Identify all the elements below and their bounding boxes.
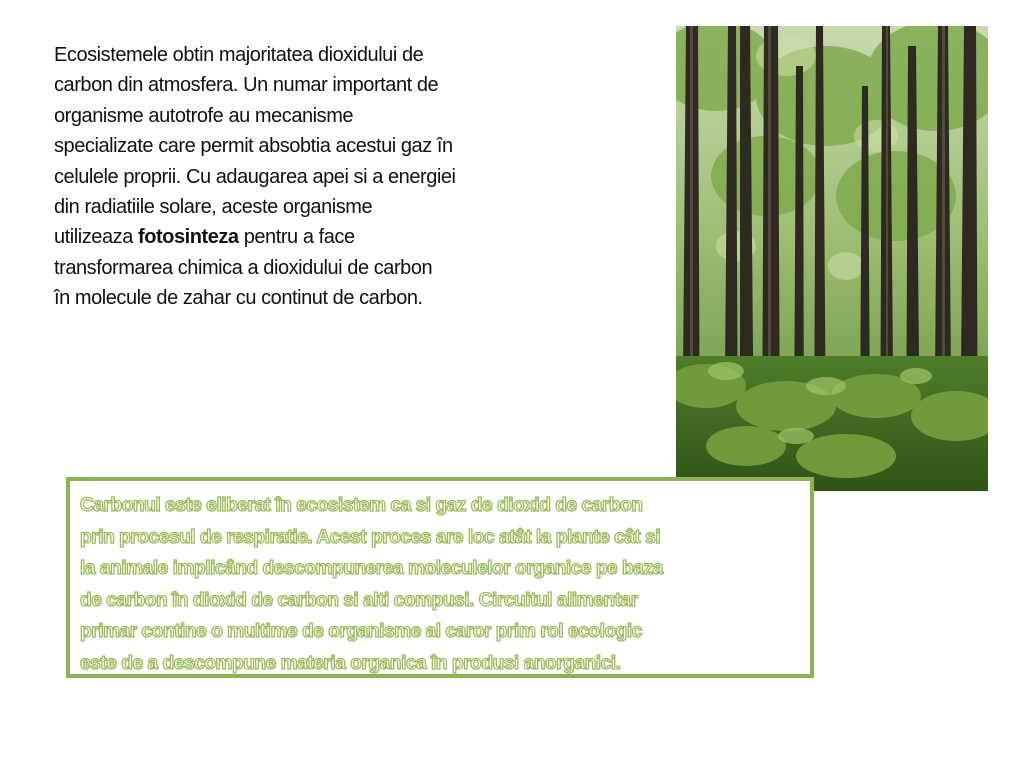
box-line: Carbonul este eliberat în ecosistem ca si gaz de dioxid de carbon xyxy=(80,495,643,516)
box-line: prin procesul de respiratie. Acest proces are loc atât la plante cât si xyxy=(80,526,661,548)
intro-text: utilizeaza xyxy=(54,226,138,249)
intro-line: organisme autotrofe au mecanisme xyxy=(54,104,354,127)
respiration-paragraph xyxy=(80,490,808,680)
intro-line: transformarea chimica a dioxidului de carbon xyxy=(54,256,433,279)
intro-line: specializate care permit absobtia acestui gaz în xyxy=(54,135,453,158)
intro-text: pentru a face xyxy=(238,226,355,249)
photosynthesis-term: fotosinteza xyxy=(138,226,239,249)
intro-paragraph xyxy=(54,40,554,314)
box-line: primar contine o multime de organisme al caror prim rol ecologic xyxy=(80,621,642,643)
box-line: este de a descompune materia organica în produsi anorganici. xyxy=(80,652,621,674)
intro-line: carbon din atmosfera. Un numar important de xyxy=(54,74,439,97)
intro-line: din radiatiile solare, aceste organisme xyxy=(54,196,373,219)
intro-line: în molecule de zahar cu continut de carbon. xyxy=(54,287,423,310)
intro-line-with-term xyxy=(54,222,554,252)
box-line: de carbon în dioxid de carbon si alti compusi. Circuitul alimentar xyxy=(80,589,638,611)
intro-line: Ecosistemele obtin majoritatea dioxidului de xyxy=(54,44,424,66)
intro-line: celulele proprii. Cu adaugarea apei si a energiei xyxy=(54,165,456,188)
forest-photo-icon xyxy=(676,26,988,491)
box-line: la animale implicând descompunerea moleculelor organice pe baza xyxy=(80,558,663,580)
respiration-textbox xyxy=(66,477,814,678)
